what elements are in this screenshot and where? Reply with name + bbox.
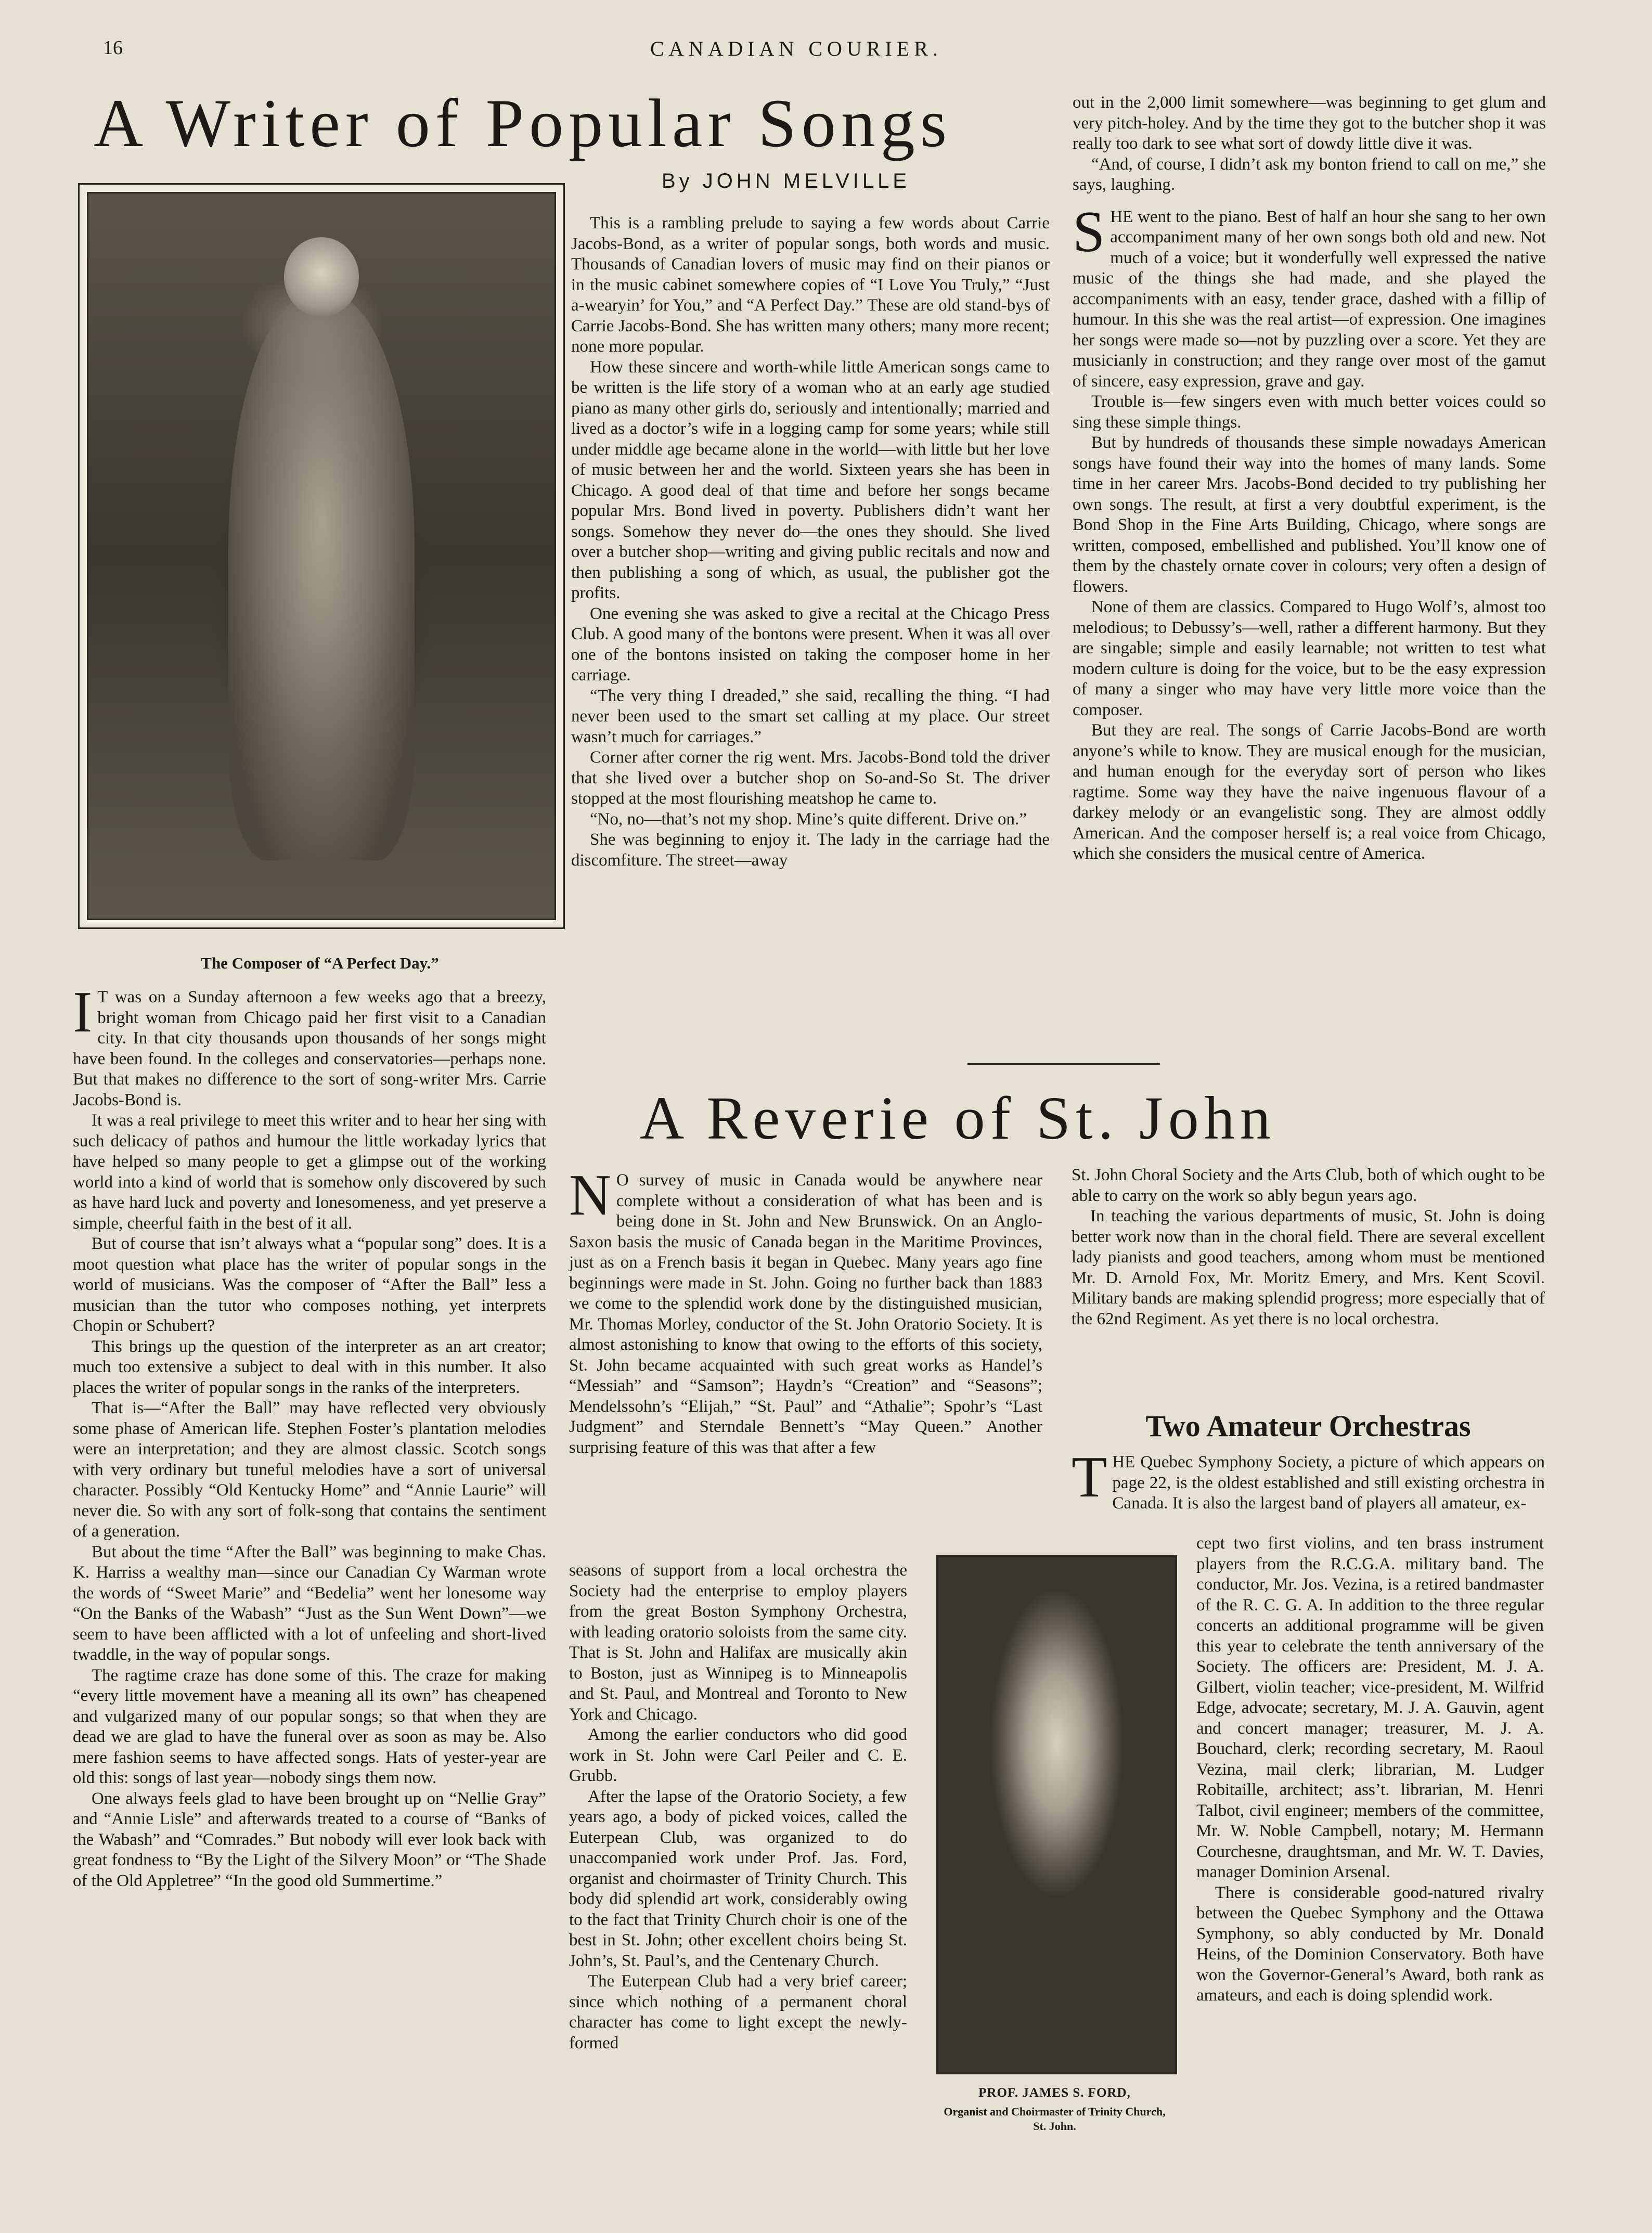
paragraph: Among the earlier conductors who did good work in St. John were Carl Peiler and C. E. Grubb.: [569, 1725, 907, 1785]
paragraph: There is considerable good-natured rivalry between the Quebec Symphony and the Ottawa Symphony, so ably conducted by Mr. Donald Heins, of the Dominion Conservatory. Both have won the Governor-General’s Award, both rank as amateurs, and each is doing splendid work.: [1196, 1883, 1544, 2005]
paragraph: In teaching the various departments of music, St. John is doing better work now than in the choral field. There are several excellent lady pianists and good teachers, among whom must be mentioned Mr. D. Arnold Fox, Mr. Moritz Emery, and Mrs. Kent Scovil. Military bands are making splendid progress; more especially that of the 62nd Regiment. As yet there is no local orchestra.: [1072, 1207, 1545, 1328]
paragraph: But they are real. The songs of Carrie Jacobs-Bond are worth anyone’s while to know. They are musical enough for the musician, and human enough for the everyday sort of person who likes ragtime. Some way they have the naive ingenuous flavour of a darkey melody or an evangelistic song. They are almost oddly American. And the composer herself is; a real voice from Chicago, which she considers the musical centre of America.: [1073, 721, 1546, 863]
article3-intro: [1072, 1445, 1545, 1514]
paragraph: But about the time “After the Ball” was beginning to make Chas. K. Harriss a wealthy man—since our Canadian Cy Warman wrote the words of “Sweet Marie” and “Bedelia” went her lonesome way “On the Banks of the Wabash” “Just as the Sun Went Down”—we seem to have been afflicted with a lot of unfeeling and short-lived twaddle, in the way of popular songs.: [73, 1542, 546, 1664]
paragraph: It was a real privilege to meet this writer and to hear her sing with such delicacy of pathos and humour the little workaday lyrics that have helped so many people to get a glimpse out of the working world into a kind of world that is somehow only discovered by such as have hard luck and poverty and lonesomeness, and yet preserve a simple, cheerful faith in the best of it all.: [73, 1111, 546, 1233]
ford-portrait: [936, 1555, 1177, 2074]
paragraph: SHE went to the piano. Best of half an hour she sang to her own accompaniment many of her own songs both old and new. Not much of a voice; but it wonderfully well expressed the native music of the things she had made, and she played the accompaniments with an easy, tender grace, dashed with a fillip of humour. In this she was the real artist—of expression. One imagines her songs were made so—not by puzzling over a score. Yet they are musicianly in construction; and they range over most of the gamut of sincere, easy expression, grave and gay.: [1073, 199, 1546, 391]
article2-column-left-narrow: [569, 1560, 907, 2054]
paragraph: After the lapse of the Oratorio Society, a few years ago, a body of picked voices, called the Euterpean Club, was organized to do unaccompanied work under Prof. Jas. Ford, organist and choirmaster of Trinity Church. This body did splendid art work, considerably owing to the fact that Trinity Church choir is one of the best in St. John; other excellent choirs being St. John’s, St. Paul’s, and the Centenary Church.: [569, 1787, 907, 1970]
paragraph: One evening she was asked to give a recital at the Chicago Press Club. A good many of the bontons were present. When it was all over one of the bontons insisted on taking the composer home in her carriage.: [571, 604, 1050, 685]
paragraph: IT was on a Sunday afternoon a few weeks ago that a breezy, bright woman from Chicago paid her first visit to a Canadian city. In that city thousands upon thousands of her songs might have been found. In the colleges and conservatories—perhaps none. But that makes no difference to the sort of song-writer Mrs. Carrie Jacobs-Bond is.: [73, 980, 546, 1109]
subsection-title: Two Amateur Orchestras: [1145, 1409, 1471, 1443]
paragraph: “And, of course, I didn’t ask my bonton friend to call on me,” she says, laughing.: [1073, 154, 1546, 194]
running-head: CANADIAN COURIER.: [650, 37, 943, 60]
paragraph: None of them are classics. Compared to Hugo Wolf’s, almost too melodious; to Debussy’s—well, rather a different harmony. But they are singable; simple and easily learnable; not written to test what modern culture is doing for the voice, but to be the easy expression of many a singer who may have very little more voice than the composer.: [1073, 598, 1546, 719]
ford-caption-name: PROF. JAMES S. FORD,: [978, 2086, 1131, 2100]
article2-column-right: [1072, 1165, 1545, 1330]
paragraph: The Euterpean Club had a very brief career; since which nothing of a permanent choral character has come to light except the newly-formed: [569, 1972, 907, 2053]
paragraph: NO survey of music in Canada would be anywhere near complete without a consideration of what has been and is being done in St. John and New Brunswick. On an Anglo-Saxon basis the music of Canada began in the Maritime Provinces, just as on a French basis it began in Quebec. Many years ago fine beginnings were made in St. John. Going no further back than 1883 we come to the splendid work done by the distinguished musician, Mr. Thomas Morley, conductor of the St. John Oratorio Society. It is almost astonishing to know that owing to the efforts of this society, St. John became acquainted with such great works as Handel’s “Messiah” and “Samson”; Haydn’s “Creation” and “Seasons”; Mendelssohn’s “Elijah,” “St. Paul” and “Athalie”; Spohr’s “Last Judgment” and Sterndale Bennett’s “May Queen.” Another surprising feature of this was that after a few: [569, 1163, 1042, 1457]
paragraph: That is—“After the Ball” may have reflected very obviously some phase of American life. Stephen Foster’s plantation melodies were an interpretation; and they are almost classic. Scotch songs with very ordinary but tuneful melodies have a sort of universal character. Possibly “Old Kentucky Home” and “Annie Laurie” will never die. So with any sort of folk-song that contains the sentiment of a generation.: [73, 1399, 546, 1541]
paragraph: THE Quebec Symphony Society, a picture of which appears on page 22, is the oldest established and still existing orchestra in Canada. It is also the largest band of players all amateur, ex-: [1072, 1445, 1545, 1513]
paragraph: She was beginning to enjoy it. The lady in the carriage had the discomfiture. The street—away: [571, 830, 1050, 870]
paragraph: How these sincere and worth-while little American songs came to be written is the life story of a woman who at an early age studied piano as many other girls do, seriously and intentionally; married and lived as a doctor’s wife in a logging camp for some years; while still under middle age became alone in the world—with little but her love of music between her and the world. Sixteen years she has been in Chicago. A good deal of that time and before her songs became popular Mrs. Bond lived in poverty. Publishers didn’t want her songs. Somehow they never do—the ones they should. She lived over a butcher shop—writing and giving public recitals and now and then publishing a song of which, as usual, the publisher got the profits.: [571, 357, 1050, 602]
paragraph: St. John Choral Society and the Arts Club, both of which ought to be able to carry on the work so ably begun years ago.: [1072, 1166, 1545, 1205]
article2-column-left: [569, 1163, 1042, 1458]
paragraph: This brings up the question of the interpreter as an art creator; much too extensive a subject to deal with in this number. It also places the writer of popular songs in the ranks of the interpreters.: [73, 1337, 546, 1397]
composer-photo: [78, 183, 565, 929]
paragraph: “The very thing I dreaded,” she said, recalling the thing. “I had never been used to the smart set calling at my place. Our street wasn’t much for carriages.”: [571, 686, 1050, 746]
paragraph: Trouble is—few singers even with much better voices could so sing these simple things.: [1073, 392, 1546, 432]
article3-body: [1196, 1533, 1544, 2006]
paragraph: Corner after corner the rig went. Mrs. Jacobs-Bond told the driver that she lived over a butcher shop on So-and-So St. The driver stopped at the most flourishing meatshop he came to.: [571, 748, 1050, 808]
article1-column-2: [571, 213, 1050, 871]
photo-caption: The Composer of “A Perfect Day.”: [201, 954, 439, 972]
paragraph: But by hundreds of thousands these simple nowadays American songs have found their way into the homes of many lands. Some time in her career Mrs. Jacobs-Bond decided to try publishing her own songs. The result, at first a very doubtful experiment, is the Bond Shop in the Fine Arts Building, Chicago, where songs are written, composed, embellished and published. You’ll know one of them by the chastely ornate cover in colours; very often a design of flowers.: [1073, 433, 1546, 596]
paragraph: “No, no—that’s not my shop. Mine’s quite different. Drive on.”: [590, 809, 1027, 829]
ford-caption-role: Organist and Choirmaster of Trinity Church, St. John.: [944, 2105, 1166, 2133]
article-title: A Reverie of St. John: [640, 1084, 1276, 1152]
photo-figure: [228, 295, 415, 860]
composer-photo-image: [87, 192, 556, 920]
paragraph: One always feels glad to have been brought up on “Nellie Gray” and “Annie Lisle” and afterwards treated to a course of “Banks of the Wabash” and “Comrades.” But nobody will ever look back with great fondness to “By the Light of the Silvery Moon” or “The Shade of the Old Appletree” “In the good old Summertime.”: [73, 1789, 546, 1890]
article-title: A Writer of Popular Songs: [94, 85, 952, 161]
paragraph: out in the 2,000 limit somewhere—was beginning to get glum and very pitch-holey. And by the time they got to the butcher shop it was really too dark to see what sort of dowdy little dive it was.: [1073, 93, 1546, 153]
photo-head: [284, 237, 358, 317]
paragraph: cept two first violins, and ten brass instrument players from the R.C.G.A. military band. The conductor, Mr. Jos. Vezina, is a retired bandmaster of the R. C. G. A. In addition to the three regular concerts an additional programme will be given this year to celebrate the tenth anniversary of the Society. The officers are: President, M. J. A. Gilbert, violin teacher; vice-president, M. Wilfrid Edge, advocate; secretary, M. J. A. Gauvin, agent and concert manager; treasurer, M. J. A. Bouchard, clerk; recording secretary, M. Raoul Vezina, mail clerk; librarian, M. Ludger Robitaille, architect; ass’t. librarian, M. Henri Talbot, civil engineer; members of the committee, Mr. W. Noble Campbell, notary; M. Hermann Courchesne, draughtsman, and Mr. W. T. Davies, manager Dominion Arsenal.: [1196, 1534, 1544, 1881]
paragraph: This is a rambling prelude to saying a few words about Carrie Jacobs-Bond, as a writer of popular songs, both words and music. Thousands of Canadian lovers of music may find on their pianos or in the music cabinet somewhere copies of “I Love You Truly,” “Just a-wearyin’ for You,” and “A Perfect Day.” These are old stand-bys of Carrie Jacobs-Bond. She has written many others; many more recent; none more popular.: [571, 214, 1050, 356]
byline: By JOHN MELVILLE: [662, 170, 911, 192]
page-number: 16: [103, 37, 123, 59]
article1-column-1: [73, 980, 546, 1891]
paragraph: The ragtime craze has done some of this. The craze for making “every little movement have a meaning all its own” has cheapened and vulgarized many of our popular songs; so that when they are dead we are glad to have the funeral over as soon as may be. Also mere fashion seems to have affected songs. Hats of yester-year are old this: songs of last year—nobody sings them now.: [73, 1666, 546, 1787]
paragraph: But of course that isn’t always what a “popular song” does. It is a moot question what place has the writer of popular songs in the world of musicians. Was the composer of “After the Ball” less a musician than the tutor who composes nothing, yet interprets Chopin or Schubert?: [73, 1234, 546, 1335]
article1-column-3: [1073, 93, 1546, 864]
paragraph: seasons of support from a local orchestra the Society had the enterprise to employ players from the great Boston Symphony Orchestra, with leading oratorio soloists from the same city. That is St. John and Halifax are musically akin to Boston, just as Winnipeg is to Minneapolis and St. Paul, and Montreal and Toronto to New York and Chicago.: [569, 1561, 907, 1724]
section-divider: [967, 1063, 1160, 1065]
